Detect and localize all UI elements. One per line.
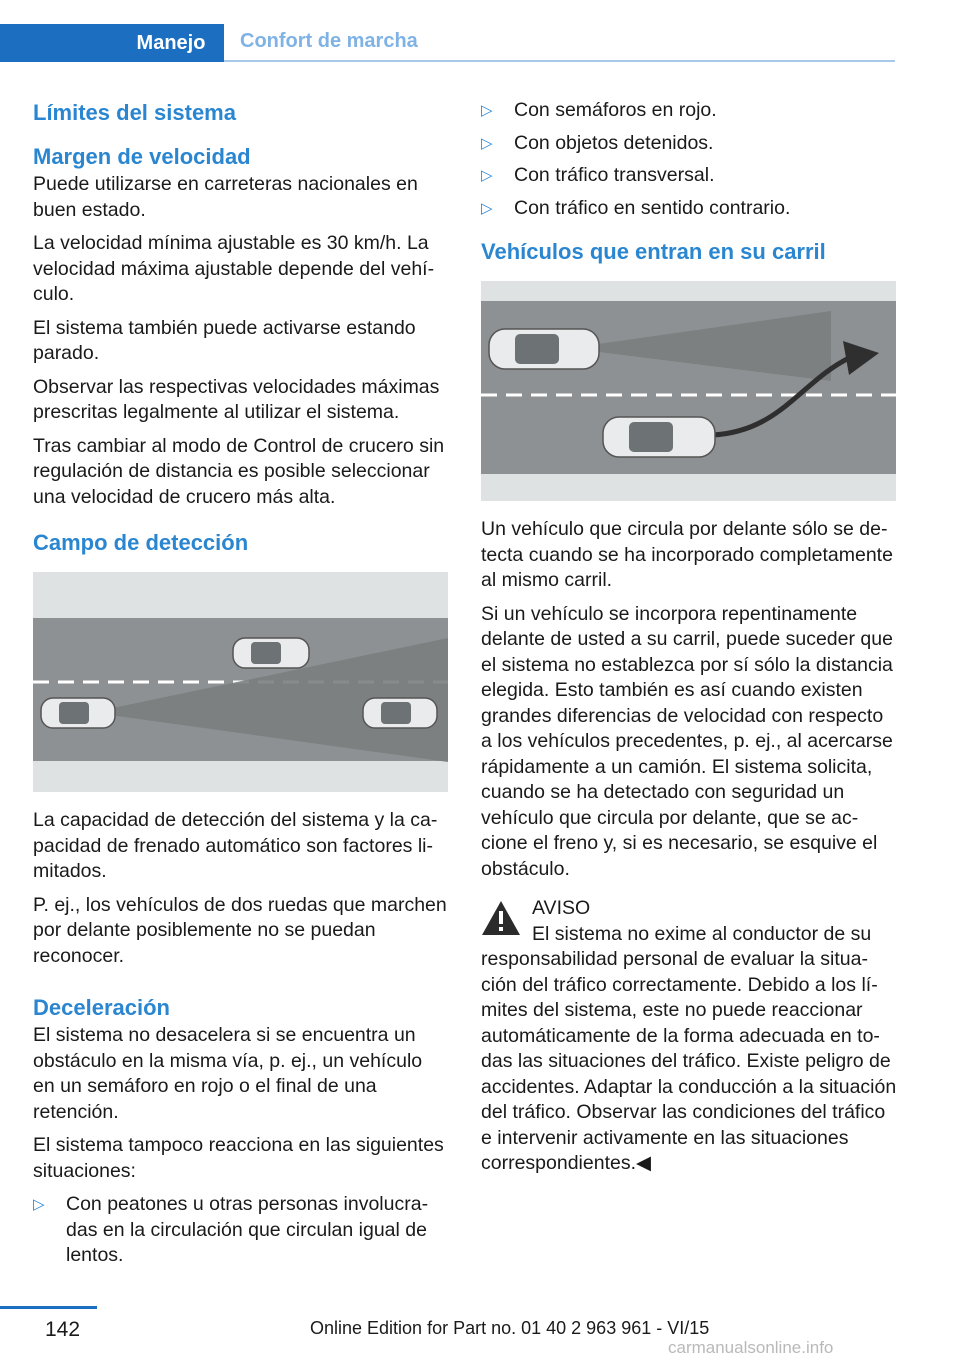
warning-icon <box>481 900 521 936</box>
watermark: carmanualsonline.info <box>668 1338 834 1357</box>
detection-field-illustration <box>33 572 448 792</box>
header-divider <box>224 60 895 62</box>
triangle-bullet-icon: ▷ <box>481 167 493 184</box>
paragraph: La capacidad de detección del sistema y la capacidad de frenado automático son factores limitados. <box>33 809 438 882</box>
situation-list <box>33 1192 449 1269</box>
deceleration-heading: Deceleración <box>33 995 170 1020</box>
header-accent-bar <box>0 24 118 62</box>
cutin-illustration <box>481 281 896 501</box>
triangle-bullet-icon: ▷ <box>481 102 493 119</box>
page-number: 142 <box>45 1318 81 1341</box>
warning-title: AVISO <box>532 897 591 919</box>
left-column <box>33 98 449 1277</box>
tab-manejo[interactable]: Manejo <box>118 24 224 62</box>
paragraph: Si un vehículo se incorpora repentinamente delante de usted a su carril, puede suceder que el sistema no establezca por sí sólo la distancia elegida. Esto también es así cuando existen grandes diferencias de velocidad con respecto a los vehículos precedentes, p. ej., al acercarse rápidamente a un camión. El sistema solicita, cuando se ha detectado con seguridad un vehículo que circula por delante, que se accione el freno y, si es necesario, se esquive el obstáculo. <box>481 602 893 880</box>
paragraph: Tras cambiar al modo de Control de crucero sin regulación de distancia es posible seleccionar una velocidad de crucero más alta. <box>33 434 445 508</box>
list-item: ▷ Con tráfico en sentido contrario. <box>481 196 897 222</box>
paragraph: El sistema no desacelera si se encuentra un obstáculo en la misma vía, p. ej., un vehículo en un semáforo en rojo o el final de una retención. <box>33 1024 423 1123</box>
tab-confort-de-marcha[interactable]: Confort de marcha <box>240 30 418 52</box>
paragraph: Un vehículo que circula por delante sólo se detecta cuando se ha incorporado completamente al mismo carril. <box>481 518 893 591</box>
paragraph: La velocidad mínima ajustable es 30 km/h. La velocidad máxima ajustable depende del vehículo. <box>33 232 435 305</box>
paragraph: El sistema también puede activarse estando parado. <box>33 316 416 364</box>
triangle-bullet-icon: ▷ <box>481 134 493 152</box>
warning-text: responsabilidad personal de evaluar la situación del tráfico correctamente. Debido a los límites del sistema, este no puede reaccionar automáticamente de la forma adecuada en todas las situaciones del tráfico. Existe peligro de accidentes. Adaptar la conducción a la situación del tráfico. Observar las condiciones del tráfico e intervenir activamente en las situaciones correspondientes.◀ <box>481 948 897 1174</box>
car-icon <box>603 417 715 457</box>
warning-block <box>481 896 897 1177</box>
footer-accent-bar <box>0 1306 97 1309</box>
car-icon <box>363 698 437 728</box>
paragraph: Puede utilizarse en carreteras nacionales en buen estado. <box>33 173 418 221</box>
section-title: Límites del sistema <box>33 100 236 125</box>
car-icon <box>489 329 599 369</box>
situation-list <box>481 98 897 221</box>
edition-text: Online Edition for Part no. 01 40 2 963 961 - VI/15 <box>310 1318 710 1338</box>
paragraph: P. ej., los vehículos de dos ruedas que marchen por delante posiblemente no se puedan reconocer. <box>33 893 447 967</box>
cutin-heading: Vehículos que entran en su carril <box>481 239 826 264</box>
paragraph: El sistema tampoco reacciona en las siguientes situaciones: <box>33 1134 444 1182</box>
list-item: ▷ Con semáforos en rojo. <box>481 98 897 124</box>
speed-range-heading: Margen de velocidad <box>33 144 251 169</box>
detection-heading: Campo de detección <box>33 530 249 555</box>
triangle-bullet-icon: ▷ <box>481 199 493 217</box>
car-icon <box>41 698 115 728</box>
car-icon <box>233 638 309 668</box>
right-column <box>481 98 897 1185</box>
list-item: ▷ Con peatones u otras personas involucradas en la circulación que circulan igual de lentos. <box>33 1193 429 1266</box>
paragraph: Observar las respectivas velocidades máximas prescritas legalmente al utilizar el sistema. <box>33 375 440 423</box>
warning-text: El sistema no exime al conductor de su <box>532 922 872 945</box>
list-item: ▷ Con objetos detenidos. <box>481 131 897 157</box>
list-item: ▷ Con tráfico transversal. <box>481 163 897 189</box>
triangle-bullet-icon: ▷ <box>33 1196 45 1213</box>
